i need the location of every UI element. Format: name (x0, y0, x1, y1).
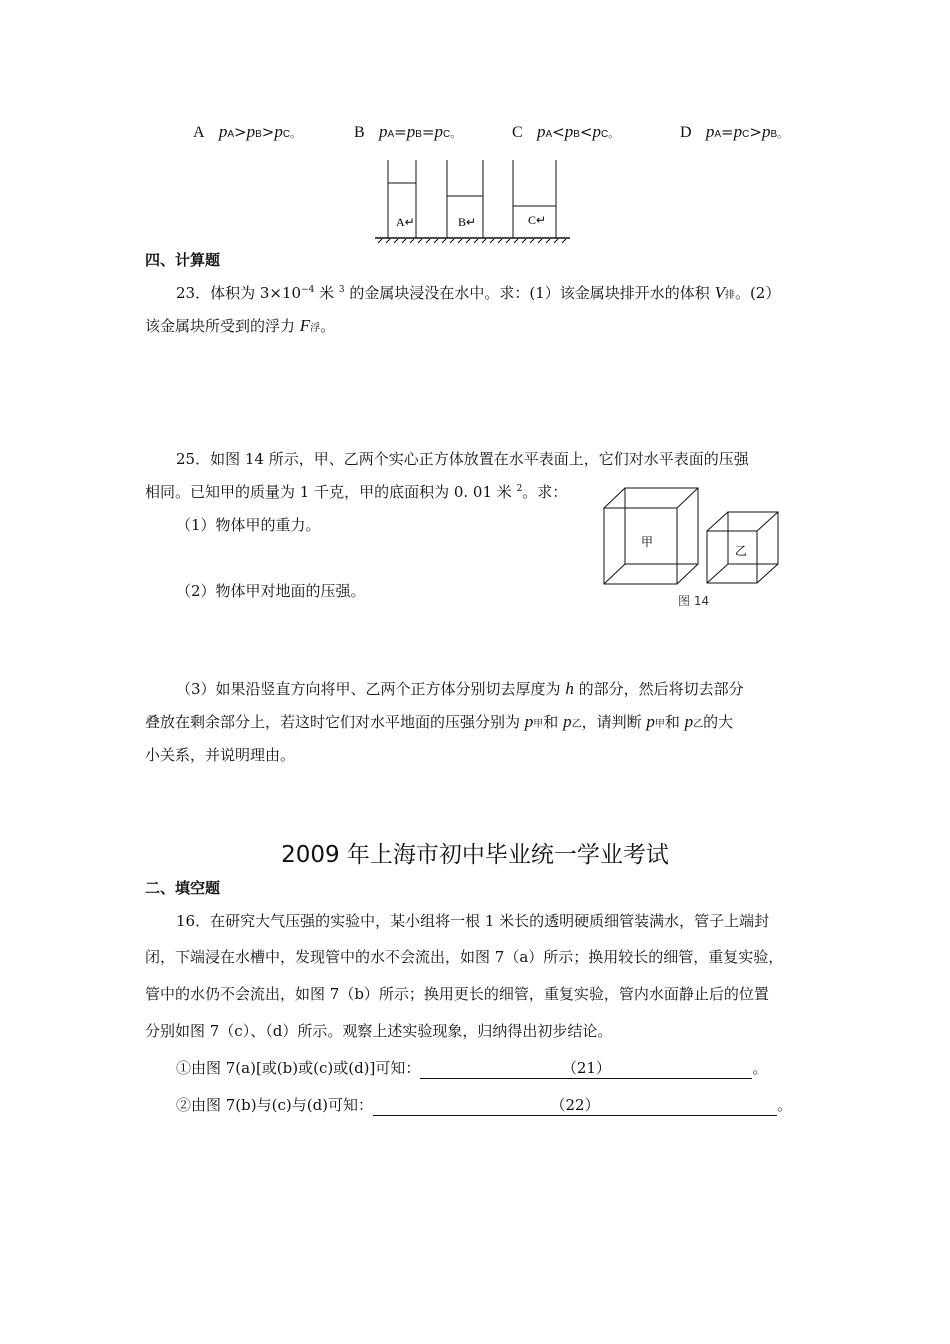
section4-heading: 四、计算题 (145, 251, 221, 269)
q16-line1: 16．在研究大气压强的实验中，某小组将一根 1 米长的透明硬质细管装满水，管子上端封 (176, 912, 770, 930)
option-b: B pA=pB=pC。 (354, 122, 462, 141)
q16-line3: 管中的水仍不会流出，如图 7（b）所示；换用更长的细管，重复实验，管内水面静止后的位置 (145, 985, 769, 1003)
label-c: C↵ (528, 213, 547, 227)
cube-yi-label: 乙 (735, 544, 748, 558)
q23-line1: 23．体积为 $3\times 10^{-4}$ 米 $^3$ 的金属块浸没在水中。求：(1）该金属块排开水的体积 V排。(2） (176, 283, 781, 302)
q25-part1: （1）物体甲的重力。 (176, 516, 321, 534)
answer-blank-21[interactable]: （21） (420, 1058, 752, 1079)
containers-figure (370, 155, 575, 245)
cube-jia-label: 甲 (641, 535, 654, 549)
q23-line2: 该金属块所受到的浮力 F浮。 (145, 316, 336, 335)
q25-part3-line1: （3）如果沿竖直方向将甲、乙两个正方体分别切去厚度为 h 的部分，然后将切去部分 (176, 679, 744, 698)
label-a: A↵ (396, 215, 415, 229)
q16-line2: 闭，下端浸在水槽中，发现管中的水不会流出，如图 7（a）所示；换用较长的细管，重复实验， (145, 948, 784, 966)
q16-line4: 分别如图 7（c）、（d）所示。观察上述实验现象，归纳得出初步结论。 (145, 1022, 613, 1040)
option-c: C pA<pB<pC。 (512, 122, 620, 141)
q25-part3-line3: 小关系，并说明理由。 (145, 746, 296, 764)
answer-blank-22[interactable]: （22） (373, 1095, 777, 1116)
q16-item2: ②由图 7(b)与(c)与(d)可知： （22） 。 (176, 1096, 793, 1114)
label-b: B↵ (458, 215, 477, 229)
option-d: D pA=pC>pB。 (680, 122, 789, 141)
figure-caption: 图 14 (678, 594, 710, 608)
cubes-figure (600, 485, 785, 615)
cube-yi-front (707, 531, 757, 583)
q25-part3-line2: 叠放在剩余部分上，若这时它们对水平地面的压强分别为 p甲和 p乙，请判断 p甲和 p乙的大 (145, 712, 734, 731)
q25-part2: （2）物体甲对地面的压强。 (176, 582, 366, 600)
q25-line1: 25．如图 14 所示，甲、乙两个实心正方体放置在水平表面上，它们对水平表面的压强 (176, 450, 749, 468)
option-a: A pA>pB>pC。 (193, 122, 302, 141)
q25-line2: 相同。已知甲的质量为 1 千克，甲的底面积为 0. 01 米 $^2$。求： (145, 483, 568, 501)
cube-jia-back (625, 488, 698, 564)
q16-item1: ①由图 7(a)[或(b)或(c)或(d)]可知： （21） 。 (176, 1059, 768, 1077)
exam-title: 2009 年上海市初中毕业统一学业考试 (281, 842, 669, 868)
section2-heading: 二、填空题 (145, 879, 221, 897)
